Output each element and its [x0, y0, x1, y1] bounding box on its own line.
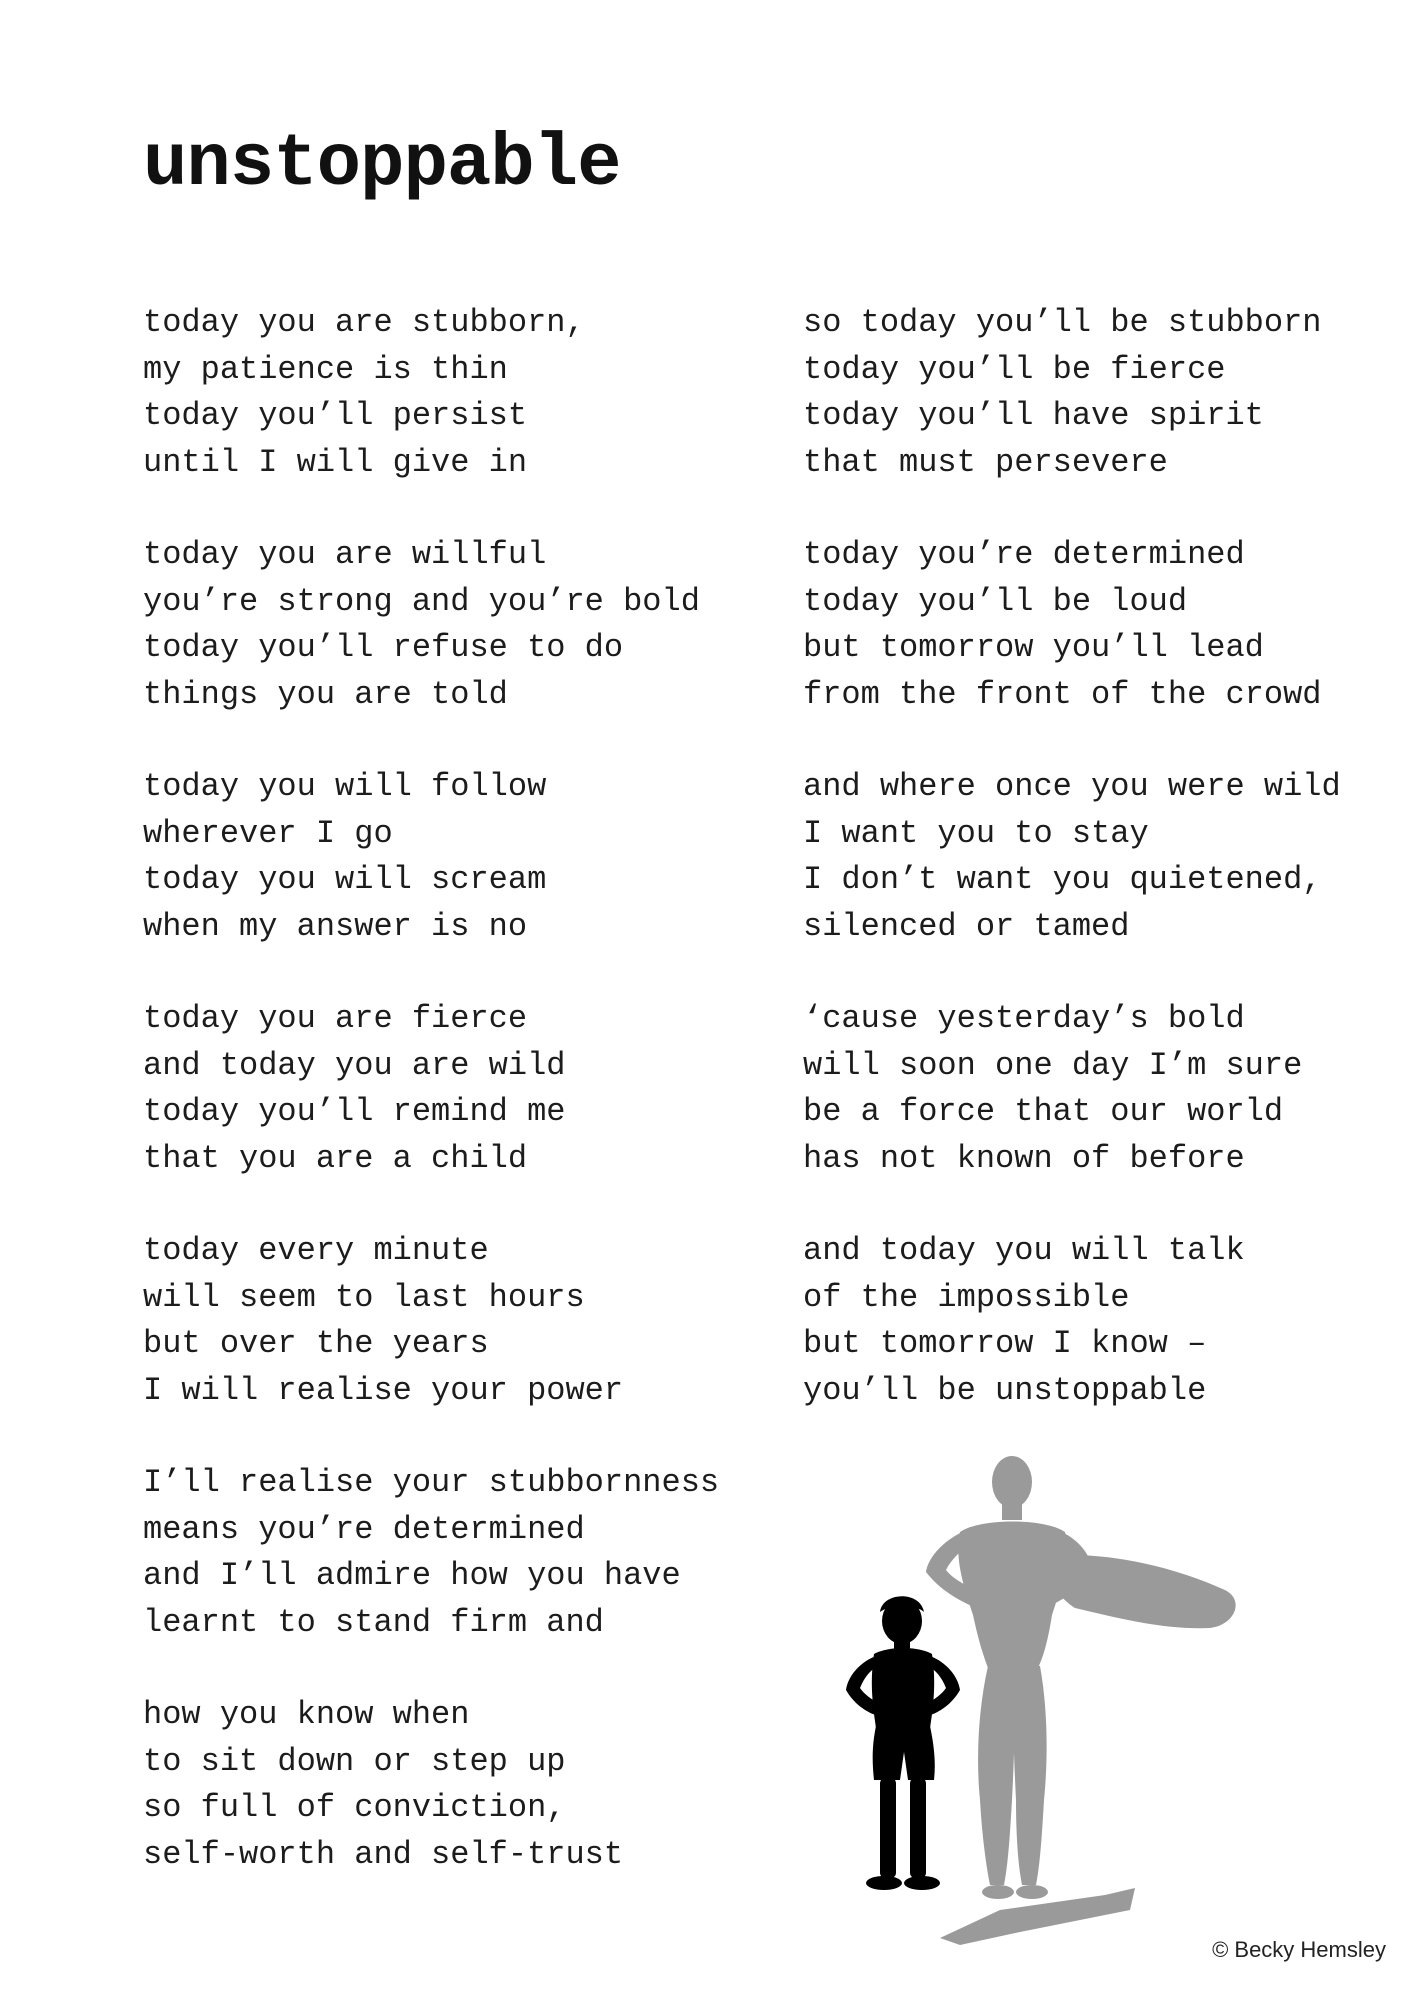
poem-line: today you’ll remind me [143, 1093, 566, 1130]
poem-line: I’ll realise your stubbornness [143, 1464, 720, 1501]
poem-line: today you will follow [143, 768, 547, 805]
poem-line: today you’ll have spirit [803, 397, 1264, 434]
stanza [803, 996, 1414, 1182]
poem-line: I will realise your power [143, 1371, 624, 1409]
poem-line: today you’ll be fierce [803, 350, 1226, 388]
poem-line: until I will give in [143, 443, 528, 481]
poem-line: you’ll be unstoppable [803, 1371, 1207, 1409]
poem-line: so today you’ll be stubborn [803, 304, 1322, 341]
copyright-text: © Becky Hemsley [1212, 1937, 1386, 1962]
poem-line: means you’re determined [143, 1510, 585, 1548]
poem-line: and today you are wild [143, 1046, 566, 1084]
poem-line: learnt to stand firm and [143, 1603, 604, 1641]
poem-line: ‘cause yesterday’s bold [803, 1000, 1245, 1037]
stanza [803, 764, 1414, 950]
poem-right-column [803, 300, 1414, 1460]
poem-line: silenced or tamed [803, 907, 1130, 945]
poem-line: today you are willful [143, 536, 547, 573]
poem-line: will soon one day I’m sure [803, 1046, 1303, 1084]
poem-line: today you’re determined [803, 536, 1245, 573]
poem-line: things you are told [143, 675, 508, 713]
poem-line: but tomorrow I know – [803, 1325, 1207, 1362]
poem-title: unstoppable [143, 123, 621, 207]
poem-left-column [143, 300, 763, 1924]
poem-line: and I’ll admire how you have [143, 1557, 681, 1594]
poem-line: that you are a child [143, 1139, 528, 1177]
poem-line: today you are fierce [143, 1000, 528, 1037]
poem-line: but tomorrow you’ll lead [803, 629, 1264, 666]
stanza [143, 532, 763, 718]
poem-line: today you’ll be loud [803, 582, 1188, 620]
poem-line: that must persevere [803, 443, 1168, 481]
poem-line: how you know when [143, 1696, 470, 1733]
poem-line: but over the years [143, 1325, 489, 1362]
stanza [143, 1460, 763, 1646]
poem-line: I want you to stay [803, 814, 1149, 852]
poem-line: from the front of the crowd [803, 675, 1322, 713]
poem-line: today you’ll refuse to do [143, 629, 624, 666]
poem-line: today every minute [143, 1232, 489, 1269]
poem-line: I don’t want you quietened, [803, 861, 1322, 898]
stanza [143, 996, 763, 1182]
poem-line: self-worth and self-trust [143, 1835, 624, 1873]
stanza [143, 1228, 763, 1414]
child-silhouette [846, 1596, 960, 1890]
stanza [803, 1228, 1414, 1414]
stanza [143, 300, 763, 486]
poem-line: wherever I go [143, 814, 393, 852]
poem-line: to sit down or step up [143, 1742, 566, 1780]
poem-line: today you will scream [143, 861, 547, 898]
poem-line: you’re strong and you’re bold [143, 582, 700, 620]
poem-line: today you are stubborn, [143, 304, 585, 341]
poem-line: of the impossible [803, 1278, 1130, 1316]
stanza [803, 532, 1414, 718]
poem-line: today you’ll persist [143, 397, 528, 434]
poem-line: has not known of before [803, 1139, 1245, 1177]
stanza [143, 1692, 763, 1878]
poem-line: so full of conviction, [143, 1789, 566, 1826]
poem-line: and where once you were wild [803, 768, 1341, 805]
superhero-shadow [926, 1456, 1236, 1945]
stanza [803, 300, 1414, 486]
stanza [143, 764, 763, 950]
child-with-superhero-shadow-icon [830, 1440, 1350, 1960]
poem-line: will seem to last hours [143, 1278, 585, 1316]
poem-line: be a force that our world [803, 1093, 1284, 1130]
poem-line: my patience is thin [143, 350, 508, 388]
poem-line: and today you will talk [803, 1232, 1245, 1269]
poem-line: when my answer is no [143, 907, 528, 945]
